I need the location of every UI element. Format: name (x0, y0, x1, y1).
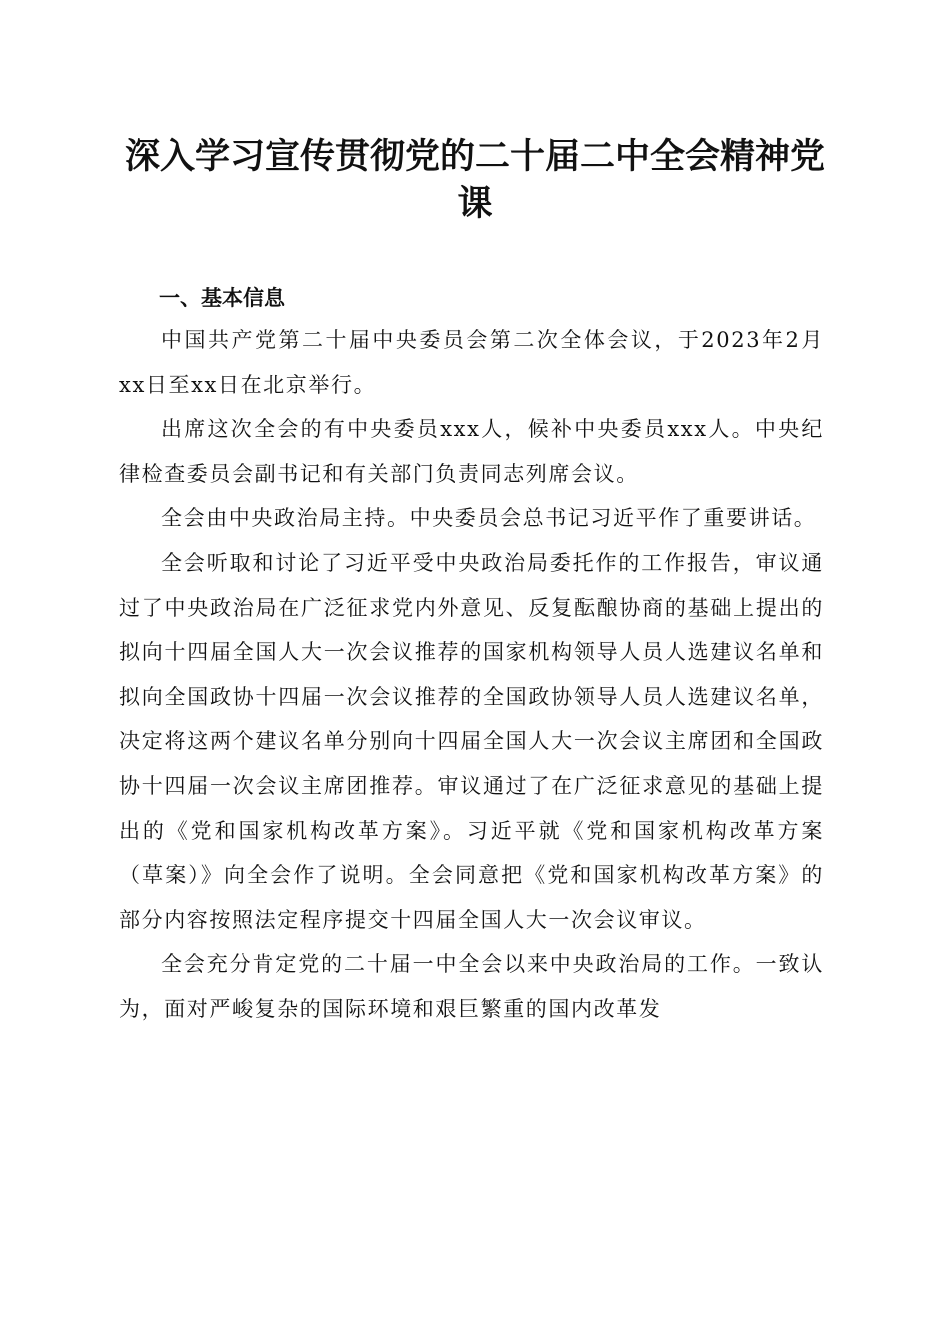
paragraph: 出席这次全会的有中央委员xxx人，候补中央委员xxx人。中央纪律检查委员会副书记和有关部门负责同志列席会议。 (119, 417, 824, 486)
paragraph: 中国共产党第二十届中央委员会第二次全体会议，于2023年2月xx日至xx日在北京举行。 (119, 328, 824, 397)
document-title: 深入学习宣传贯彻党的二十届二中全会精神党课 (124, 136, 825, 224)
paragraph: 全会听取和讨论了习近平受中央政治局委托作的工作报告，审议通过了中央政治局在广泛征求党内外意见、反复酝酿协商的基础上提出的拟向十四届全国人大一次会议推荐的国家机构领导人员人选建议名单和拟向全国政协十四届一次会议推荐的全国政协领导人员人选建议名单，决定将这两个建议名单分别向十四届全国人大一次会议主席团和全国政协十四届一次会议主席团推荐。审议通过了在广泛征求意见的基础上提出的《党和国家机构改革方案》。习近平就《党和国家机构改革方案（草案）》向全会作了说明。全会同意把《党和国家机构改革方案》的部分内容按照法定程序提交十四届全国人大一次会议审议。 (119, 550, 824, 932)
paragraph: 全会由中央政治局主持。中央委员会总书记习近平作了重要讲话。 (161, 506, 817, 531)
document-body (119, 278, 824, 1032)
paragraph: 全会充分肯定党的二十届一中全会以来中央政治局的工作。一致认为，面对严峻复杂的国际环境和艰巨繁重的国内改革发 (119, 952, 824, 1021)
section-heading: 一、基本信息 (159, 286, 285, 310)
